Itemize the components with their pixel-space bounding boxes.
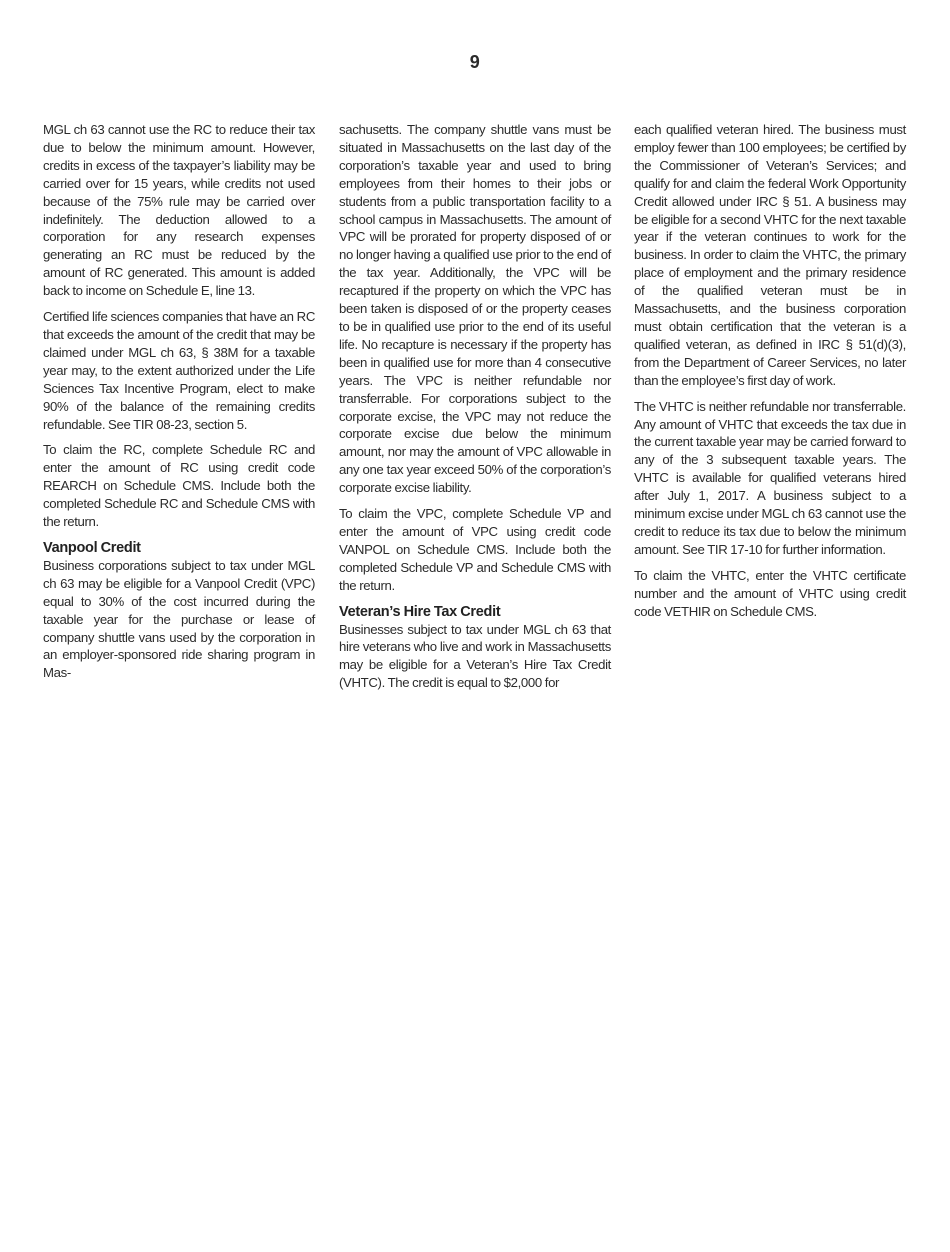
paragraph-claim-rc: To claim the RC, complete Schedule RC and enter the amount of RC using credit code REARCH on Schedule CMS. Include both the completed Schedule RC and Schedule CMS with the return.: [43, 442, 315, 530]
page-number: 9: [469, 52, 481, 72]
column-3: [634, 121, 906, 628]
paragraph-vanpool-details: sachusetts. The company shuttle vans must be situated in Massachusetts on the last day of the corporation’s taxable year and used to bring employees from their homes to their jobs or students from a public transportation facility to a school campus in Massachusetts. The amount of VPC will be prorated for property disposed of or no longer having a qualified use prior to the end of the tax year. Additionally, the VPC will be recaptured if the property on which the VPC has been taken is disposed of or the property ceases to be in qualified use prior to the end of its useful life. No recapture is necessary if the property has been in qualified use for more than 4 consecutive years. The VPC is neither refundable nor transferrable. For corporations subject to the corporate excise, the VPC may not reduce the corporate excise due below the minimum amount, nor may the amount of VPC allowable in any one tax year exceed 50% of the corporation’s corporate excise liability.: [339, 122, 611, 496]
paragraph-rc-carryover: MGL ch 63 cannot use the RC to reduce their tax due to below the minimum amount. However, credits in excess of the taxpayer’s liability may be carried over for 15 years, while credits not used because of the 75% rule may be carried over indefinitely. The deduction allowed to a corporation for any research expenses generating an RC must be reduced by the amount of RC generated. This amount is added back to income on Schedule E, line 13.: [43, 122, 315, 299]
column-2: [339, 121, 611, 700]
paragraph-vanpool-intro: Business corporations subject to tax under MGL ch 63 may be eligible for a Vanpool Credit (VPC) equal to 30% of the cost incurred during the taxable year for the purchase or lease of company shuttle vans used by the corporation in an employer-sponsored ride sharing program in Mas-: [43, 557, 315, 681]
column-1: [43, 121, 315, 690]
paragraph-vhtc-requirements: each qualified veteran hired. The business must employ fewer than 100 employees; be certified by the Commissioner of Veteran’s Services; and qualify for and claim the federal Work Opportunity Credit allowed under IRC § 51. A business may be eligible for a second VHTC for the next taxable year if the veteran continues to work for the business. In order to claim the VHTC, the primary place of employment and the primary residence of the qualified veteran must be in Massachusetts, and the business corporation must obtain certification that the veteran is a qualified veteran, as defined in IRC § 51(d)(3), from the Department of Career Services, no later than the employee’s first day of work.: [634, 122, 906, 388]
heading-vanpool-credit: Vanpool Credit: [43, 539, 141, 556]
paragraph-claim-vhtc: To claim the VHTC, enter the VHTC certificate number and the amount of VHTC using credit code VETHIR on Schedule CMS.: [634, 567, 906, 619]
heading-veterans-hire-tax-credit: Veteran’s Hire Tax Credit: [339, 603, 501, 620]
paragraph-life-sciences: Certified life sciences companies that have an RC that exceeds the amount of the credit that may be claimed under MGL ch 63, § 38M for a taxable year may, to the extent authorized under the Life Sciences Tax Incentive Program, elect to make 90% of the balance of the remaining credits refundable. See TIR 08-23, section 5.: [43, 309, 315, 432]
paragraph-vhtc-carryforward: The VHTC is neither refundable nor transferrable. Any amount of VHTC that exceeds the tax due in the current taxable year may be carried forward to any of the 3 subsequent taxable years. The VHTC is available for qualified veterans hired after July 1, 2017. A business subject to a minimum excise under MGL ch 63 cannot use the credit to reduce its tax due to below the minimum amount. See TIR 17-10 for further information.: [634, 398, 906, 557]
paragraph-vhtc-intro: Businesses subject to tax under MGL ch 63 that hire veterans who live and work in Massachusetts may be eligible for a Veteran’s Hire Tax Credit (VHTC). The credit is equal to $2,000 for: [339, 621, 611, 691]
paragraph-claim-vpc: To claim the VPC, complete Schedule VP and enter the amount of VPC using credit code VANPOL on Schedule CMS. Include both the completed Schedule VP and Schedule CMS with the return.: [339, 506, 611, 593]
